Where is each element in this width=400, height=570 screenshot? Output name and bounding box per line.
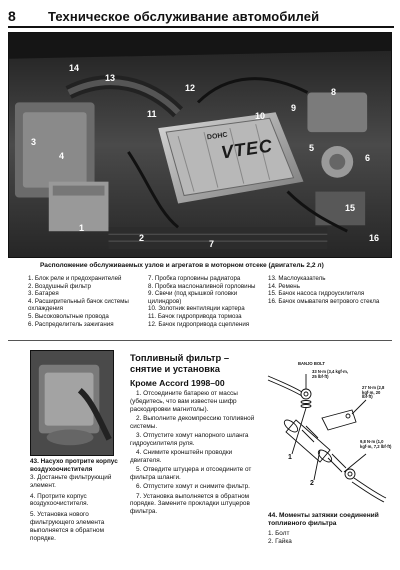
vtec-logo: VTEC [219,135,275,163]
legend-column-1 [28,275,144,328]
legend-item: 10. Золотник вентиляции картера [148,305,245,313]
callout-6: 6 [365,153,371,163]
callout-12: 12 [185,83,196,93]
step: 2. Выполните декомпрессию топливной системы. [130,414,255,430]
legend-item: 15. Бачок насоса гидроусилителя [268,290,365,298]
legend-item: 5. Высоковольтные провода [28,312,109,320]
fuel-filter-steps [130,390,258,517]
step: 6. Отпустите хомут и снимите фильтр. [136,483,250,491]
legend-item: 6. Распределитель зажигания [28,320,114,328]
callout-10: 10 [255,111,266,121]
air-filter-steps [30,474,124,545]
paragraph: 5. Установка нового фильтрующего элемента выполняется в обратном порядке. [30,511,105,542]
callout-15: 15 [345,203,356,213]
page-title: Техническое обслуживание автомобилей [48,9,320,24]
legend-item: 1. Блок реле и предохранителей [28,275,122,282]
step: 1. Отсоедините батарею от массы (убедитесь, что вам известен шифр раскодировки магнитолы). [130,390,238,413]
engine-photo-caption: Расположение обслуживаемых узлов и агрегатов в моторном отсеке (двигатель 2,2 л) [40,262,324,269]
engine-bay-illustration [9,33,391,257]
callout-7: 7 [209,239,215,249]
legend-item: 3. Батарея [28,290,59,298]
fuel-filter-title: Топливный фильтр – снятие и установка [130,352,230,374]
legend-item: 8. Пробка маслоналивной горловины [148,282,256,290]
callout-14: 14 [69,63,80,73]
legend-item: 9. Свечи (под крышкой головки цилиндров) [148,290,238,305]
callout-13: 13 [105,73,116,83]
step: 7. Установка выполняется в обратном порядке. Замените прокладки штуцеров фильтра. [130,492,250,516]
legend-item: 12. Бачок гидропривода сцепления [148,320,250,328]
callout-2: 2 [139,233,145,243]
air-filter-photo [30,350,114,456]
engine-bay-photo [8,32,392,258]
banjo-bolt-label: BANJO BOLT [298,361,325,366]
page-header [8,6,394,28]
callout-4: 4 [59,151,65,161]
page-number: 8 [8,8,16,24]
fuel-filter-diagram [262,362,394,510]
step: 4. Снимите кронштейн проводки двигателя. [130,449,233,464]
step: 5. Отведите штуцера и отсоедините от фильтра шланги. [130,466,252,481]
legend-item: 2. Воздушный фильтр [28,282,91,290]
callout-2: 2 [310,480,314,487]
callout-3: 3 [31,137,37,147]
diagram-legend [268,530,388,546]
legend-item: 1. Болт [268,530,290,537]
callout-9: 9 [291,103,297,113]
dohc-badge: DOHC [206,131,229,142]
legend-column-3 [268,275,388,305]
callout-16: 16 [369,233,380,243]
legend-item: 2. Гайка [268,537,292,545]
legend-item: 16. Бачок омывателя ветрового стекла [268,297,380,305]
air-filter-caption: 43. Насухо протрите корпус воздухоочистителя [30,458,118,473]
low-torque-label: 9,8 N·m (1,0 kgf·m, 7,2 lbf·ft) [360,439,392,449]
diagram-caption: 44. Моменты затяжки соединений топливного фильтра [268,512,379,527]
legend-item: 7. Пробка горловины радиатора [148,275,241,282]
callout-1: 1 [288,454,292,461]
callout-8: 8 [331,87,337,97]
fuel-filter-subtitle: Кроме Accord 1998–00 [130,378,225,388]
top-torque-label: 33 N·m (3,4 kgf·m, 25 lbf·ft) [312,369,349,379]
callout-11: 11 [147,109,157,119]
mid-torque-label: 27 N·m (2,8 kgf·m, 20 lbf·ft) [362,385,385,400]
legend-item: 4. Расширительный бачок системы охлаждения [28,297,129,313]
air-filter-illustration [31,351,113,455]
legend-item: 11. Бачок гидропривода тормоза [148,312,242,320]
callout-1: 1 [79,223,85,233]
callout-5: 5 [309,143,315,153]
paragraph: 4. Протрите корпус воздухоочистителя. [30,492,89,508]
paragraph: 3. Достаньте фильтрующий элемент. [30,474,112,489]
legend-column-2 [148,275,266,328]
step: 3. Отпустите хомут напорного шланга гидроусилителя руля. [130,431,249,447]
legend-item: 13. Маслоуказатель [268,275,326,282]
legend-item: 14. Ремень [268,282,300,290]
section-divider [8,340,392,341]
